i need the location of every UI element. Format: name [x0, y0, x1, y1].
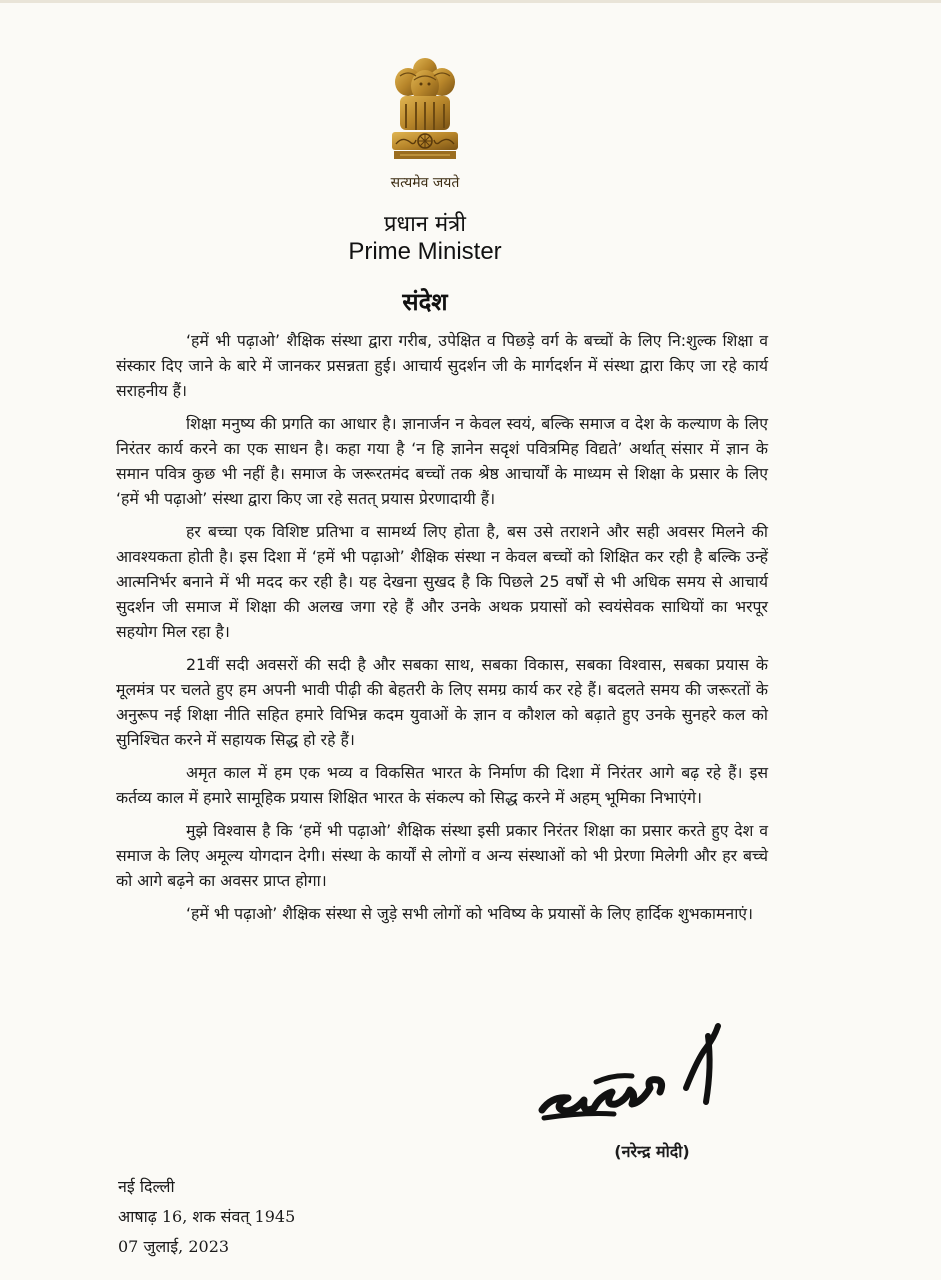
office-title-english: Prime Minister	[348, 238, 502, 265]
emblem-motto: सत्यमेव जयते	[390, 175, 460, 191]
paragraph: ‘हमें भी पढ़ाओ’ शैक्षिक संस्था द्वारा गरीब, उपेक्षित व पिछड़े वर्ग के बच्चों के लिए नि:शुल्क शिक्षा व संस्कार दिए जाने के बारे में जानकर प्रसन्नता हुई। आचार्य सुदर्शन जी के मार्गदर्शन में संस्था द्वारा किए जा रहे कार्य सराहनीय हैं।	[116, 331, 768, 400]
letter-footer	[118, 1172, 295, 1262]
page-top-edge	[0, 0, 941, 3]
national-emblem-icon	[386, 56, 464, 174]
message-heading: संदेश	[402, 288, 448, 316]
signatory-name: (नरेन्द्र मोदी)	[614, 1142, 690, 1161]
paragraph: मुझे विश्वास है कि ‘हमें भी पढ़ाओ’ शैक्षिक संस्था इसी प्रकार निरंतर शिक्षा का प्रसार करते हुए देश व समाज के लिए अमूल्य योगदान देगी। संस्था के कार्यों से लोगों व अन्य संस्थाओं को भी प्रेरणा मिलेगी और हर बच्चे को आगे बढ़ने का अवसर प्राप्त होगा।	[116, 821, 768, 890]
saka-date: आषाढ़ 16, शक संवत् 1945	[118, 1207, 296, 1226]
paragraph: हर बच्चा एक विशिष्ट प्रतिभा व सामर्थ्य लिए होता है, बस उसे तराशने और सही अवसर मिलने की आवश्यकता होती है। इस दिशा में ‘हमें भी पढ़ाओ’ शैक्षिक संस्था न केवल बच्चों को शिक्षित कर रही है बल्कि उन्हें आत्मनिर्भर बनाने में भी मदद कर रही है। यह देखना सुखद है कि पिछले 25 वर्षों से भी अधिक समय से आचार्य सुदर्शन जी समाज में शिक्षा की अलख जगा रहे हैं और उनके अथक प्रयासों को स्वयंसेवक साथियों का भरपूर सहयोग मिल रहा है।	[116, 522, 768, 641]
paragraph: ‘हमें भी पढ़ाओ’ शैक्षिक संस्था से जुड़े सभी लोगों को भविष्य के प्रयासों के लिए हार्दिक शुभकामनाएं।	[186, 904, 754, 923]
paragraph: शिक्षा मनुष्य की प्रगति का आधार है। ज्ञानार्जन न केवल स्वयं, बल्कि समाज व देश के कल्याण के लिए निरंतर कार्य करने का एक साधन है। कहा गया है ‘न हि ज्ञानेन सदृशं पवित्रमिह विद्यते’ अर्थात् संसार में ज्ञान के समान पवित्र कुछ भी नहीं है। समाज के जरूरतमंद बच्चों तक श्रेष्ठ आचार्यों के माध्यम से शिक्षा के प्रसार के लिए ‘हमें भी पढ़ाओ’ संस्था द्वारा किए जा रहे सतत् प्रयास प्रेरणादायी हैं।	[116, 414, 768, 508]
place: नई दिल्ली	[118, 1177, 175, 1196]
paragraph: 21वीं सदी अवसरों की सदी है और सबका साथ, सबका विकास, सबका विश्वास, सबका प्रयास के मूलमंत्र पर चलते हुए हम अपनी भावी पीढ़ी की बेहतरी के लिए समग्र कार्य कर रहे हैं। बदलते समय की जरूरतों के अनुरूप नई शिक्षा नीति सहित हमारे विभिन्न कदम युवाओं के ज्ञान व कौशल को बढ़ाते हुए उनके सुनहरे कल को सुनिश्चित करने में सहायक सिद्ध हो रहे हैं।	[116, 655, 768, 749]
handwritten-signature-icon	[536, 1018, 731, 1130]
paragraph: अमृत काल में हम एक भव्य व विकसित भारत के निर्माण की दिशा में निरंतर आगे बढ़ रहे हैं। इस कर्तव्य काल में हमारे सामूहिक प्रयास शिक्षित भारत के संकल्प को सिद्ध करने में अहम् भूमिका निभाएंगे।	[116, 763, 768, 807]
office-title-hindi: प्रधान मंत्री	[384, 212, 466, 237]
gregorian-date: 07 जुलाई, 2023	[118, 1237, 230, 1256]
message-body	[116, 328, 768, 934]
